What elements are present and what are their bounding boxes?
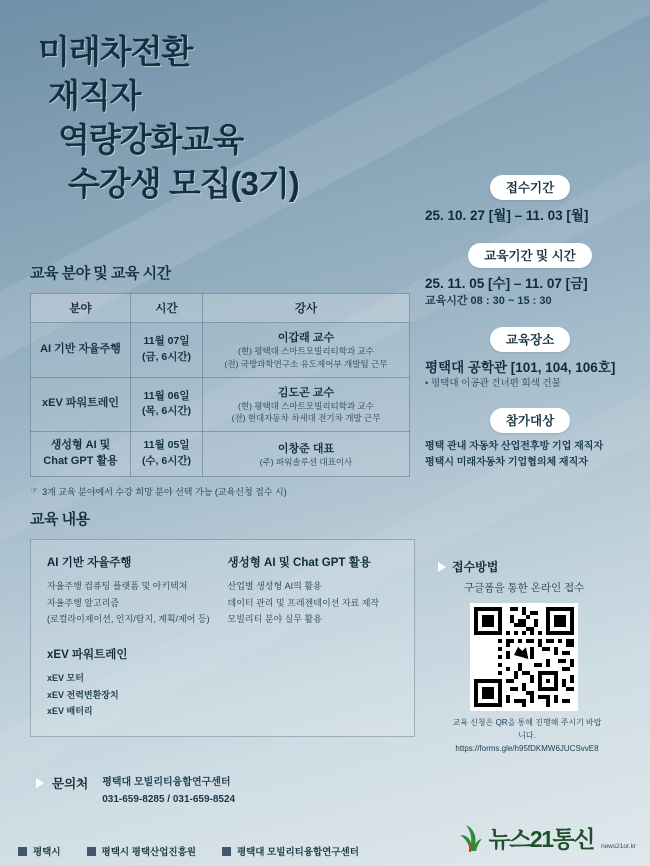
content-item: 자율주행 알고리즘: [47, 597, 120, 608]
section-title-content: 교육 내용: [30, 511, 90, 528]
content-item: (로컬라이제이션, 인지/탐지, 계획/제어 등): [47, 614, 210, 625]
content-column-left: [47, 554, 218, 720]
table-row: [31, 323, 410, 378]
venue-note: • 평택대 이공관 건너편 회색 건물: [425, 378, 561, 390]
row-instructor-name: 이창준 대표: [277, 442, 335, 455]
target-line-2: 평택시 미래자동차 기업협의체 재직자: [425, 457, 588, 469]
target-line-1: 평택 관내 자동차 산업전후방 기업 재직자: [425, 441, 604, 453]
brand-part-2: 통신: [552, 826, 594, 852]
badge-venue: 교육장소: [490, 327, 570, 352]
footer-org-item: [222, 844, 359, 858]
square-bullet-icon: [18, 847, 27, 856]
contact-label: 문의처: [52, 777, 89, 791]
table-header-time: 시간: [131, 294, 203, 323]
row-time-line-2: (목, 6시간): [141, 405, 192, 418]
row-field: xEV 파워트레인: [31, 377, 131, 432]
square-bullet-icon: [87, 847, 96, 856]
content-heading-xev: xEV 파워트레인: [47, 648, 128, 661]
table-row: [31, 432, 410, 477]
contact-section: [36, 774, 235, 808]
content-heading-genai: 생성형 AI 및 Chat GPT 활용: [227, 557, 371, 569]
info-column: [425, 175, 635, 488]
schedule-note: [30, 485, 410, 498]
qr-code-image: [474, 607, 574, 707]
education-schedule-table: [30, 293, 410, 477]
section-title-schedule: 교육 분야 및 교육 시간: [30, 265, 171, 282]
row-field-line-2: Chat GPT 활용: [43, 454, 118, 467]
footer-org-item: [18, 844, 61, 858]
table-header-instructor: 강사: [203, 294, 410, 323]
apply-method-sub: 구글폼을 통한 온라인 접수: [464, 582, 585, 594]
qr-caption-line-2[interactable]: https://forms.gle/h95fDKMW6JUCSvvE8: [455, 743, 599, 753]
badge-education-period: 교육기간 및 시간: [468, 243, 591, 268]
apply-method-label: 접수방법: [452, 560, 499, 574]
row-time-line-2: (수, 6시간): [141, 454, 192, 467]
table-row: [31, 377, 410, 432]
arrow-bullet-icon: ☞: [30, 484, 39, 495]
application-period-value: 25. 10. 27 [월] – 11. 03 [월]: [425, 208, 589, 223]
leaf-icon: [457, 822, 483, 852]
content-item: 자율주행 컴퓨팅 플랫폼 및 아키텍쳐: [47, 581, 188, 591]
row-time-line-2: (금, 6시간): [141, 350, 192, 363]
qr-caption-line-1: 교육 신청은 QR을 통해 진행해 주시기 바랍니다.: [452, 718, 602, 740]
headline: [38, 30, 438, 206]
headline-line-2: 재직자: [48, 76, 141, 114]
content-item: xEV 배터리: [47, 706, 93, 717]
venue-value: 평택대 공학관 [101, 104, 106호]: [425, 359, 616, 375]
row-time-line-1: 11월 05일: [143, 439, 190, 452]
footer-org-label: 평택시: [33, 847, 61, 858]
brand-part-1: 뉴스21: [488, 826, 553, 852]
content-item: 모빌리티 분야 실무 활용: [227, 614, 322, 625]
info-block-target: [425, 408, 635, 471]
row-instructor-name: 김도곤 교수: [277, 386, 335, 399]
triangle-bullet-icon: [36, 778, 44, 788]
info-block-venue: [425, 327, 635, 392]
content-heading-autonomous: AI 기반 자율주행: [47, 557, 132, 569]
row-field: AI 기반 자율주행: [31, 323, 131, 378]
contact-org: 평택대 모빌리티융합연구센터: [102, 777, 231, 788]
content-box: [30, 539, 415, 737]
qr-code[interactable]: [470, 603, 578, 711]
row-instructor-detail-1: (현) 평택대 스마트모빌리티학과 교수: [238, 400, 374, 411]
contact-body: [102, 774, 235, 808]
schedule-note-text: 3개 교육 분야에서 수강 희망 분야 선택 가능 (교육신청 접수 시): [42, 486, 287, 497]
row-field: [31, 432, 131, 477]
education-time-value: 교육시간 08 : 30 ~ 15 : 30: [425, 295, 552, 308]
footer-organizations: [18, 844, 359, 858]
content-item: 데이터 관리 및 프레젠테이션 자료 제작: [227, 597, 380, 608]
row-instructor-detail-1: (현) 평택대 스마트모빌리티학과 교수: [238, 346, 374, 356]
info-block-application-period: [425, 175, 635, 226]
table-header-row: [31, 294, 410, 323]
brand-wordmark: [488, 828, 593, 852]
headline-line-3: 역량강화교육: [58, 120, 244, 158]
education-period-value: 25. 11. 05 [수] – 11. 07 [금]: [425, 275, 588, 291]
footer-org-item: [87, 844, 196, 858]
education-content-section: [30, 508, 415, 737]
headline-line-1: 미래차전환: [38, 33, 193, 70]
row-time: [131, 323, 203, 378]
content-item: xEV 모터: [47, 672, 84, 683]
badge-application-period: 접수기간: [490, 175, 570, 200]
badge-target: 참가대상: [490, 408, 570, 433]
row-field-line-1: 생성형 AI 및: [50, 439, 111, 451]
row-time-line-1: 11월 06일: [143, 389, 190, 402]
row-instructor-detail-1: (주) 파워솔루션 대표이사: [259, 456, 353, 467]
row-instructor: [203, 323, 410, 378]
content-item: xEV 전력변환장치: [47, 689, 119, 700]
row-instructor-detail-2: (전) 현대자동차 차세대 전기차 개발 근무: [231, 413, 381, 424]
brand-logo: [457, 822, 636, 852]
education-schedule-section: [30, 262, 410, 498]
square-bullet-icon: [222, 847, 231, 856]
apply-method-heading: [438, 558, 643, 575]
footer-org-label: 평택대 모빌리티융합연구센터: [236, 847, 359, 858]
row-instructor-detail-2: (전) 국방과학연구소 유도제어부 개발팀 근무: [224, 358, 388, 369]
table-header-field: 분야: [31, 294, 131, 323]
content-column-right: [228, 554, 399, 720]
headline-line-4: 수강생 모집(3기): [68, 164, 299, 202]
contact-phone[interactable]: 031-659-8285 / 031-659-8524: [102, 794, 236, 805]
brand-url: news21or.kr: [600, 843, 636, 850]
row-instructor-name: 이갑래 교수: [277, 332, 335, 344]
row-instructor: [203, 377, 410, 432]
triangle-bullet-icon: [438, 562, 446, 572]
info-block-education-period: [425, 243, 635, 310]
row-time: [131, 432, 203, 477]
qr-caption: [452, 717, 602, 755]
apply-method-section: [438, 558, 643, 755]
footer-org-label: 평택시 평택산업진흥원: [101, 847, 196, 858]
content-item: 산업별 생성형 AI의 활용: [227, 581, 322, 591]
row-time: [131, 377, 203, 432]
row-instructor: [203, 432, 410, 477]
row-time-line-1: 11월 07일: [143, 335, 190, 347]
